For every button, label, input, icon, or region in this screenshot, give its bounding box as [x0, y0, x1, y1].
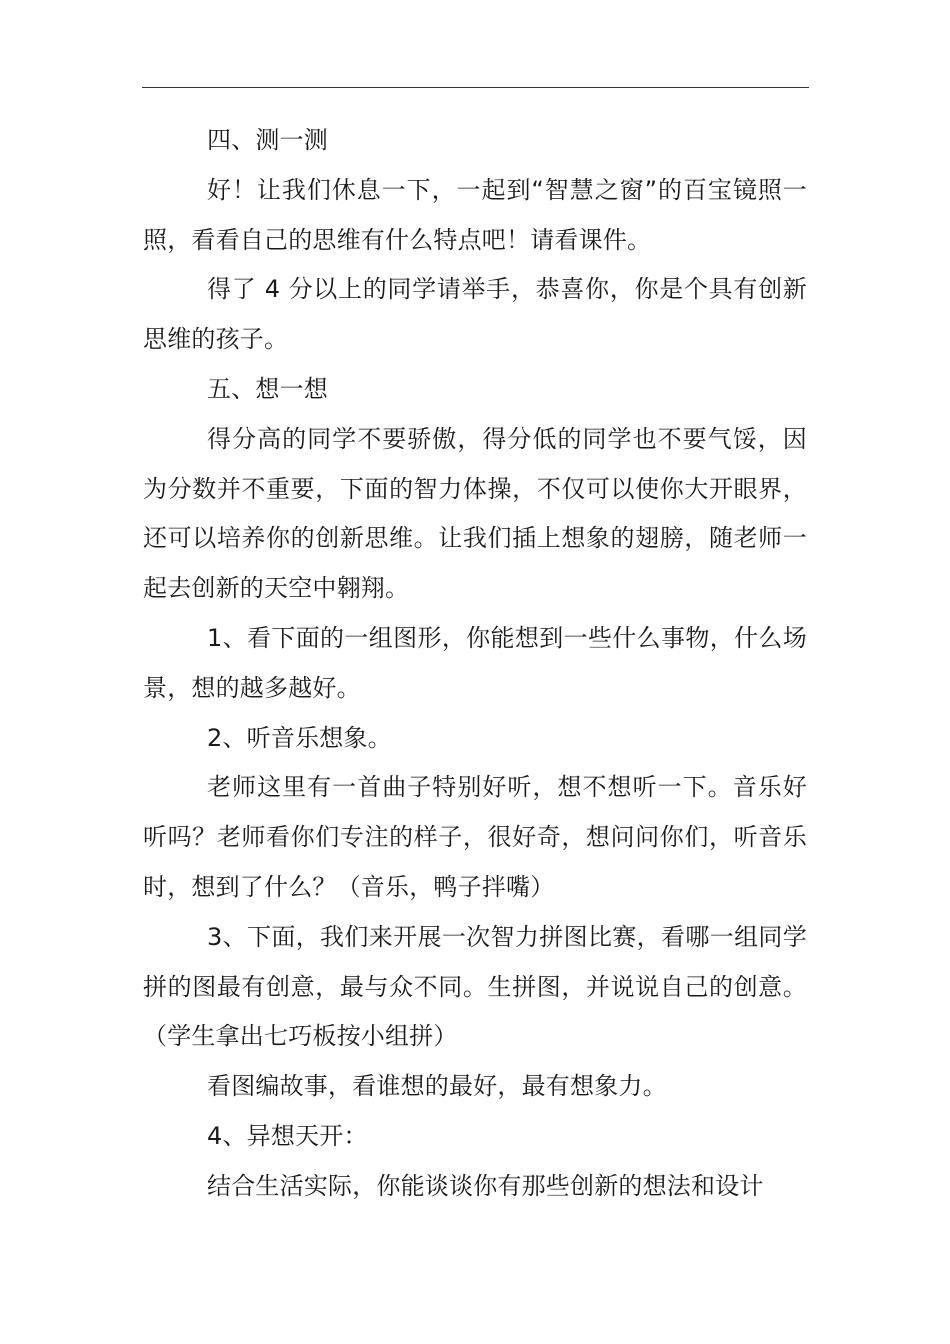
- header-rule: [142, 87, 809, 88]
- section-heading-think: 五、想一想: [207, 374, 328, 403]
- paragraph: 看图编故事，看谁想的最好，最有想象力。: [207, 1072, 667, 1101]
- paragraph: 得了 4 分以上的同学请举手，恭喜你，你是个具有创新思维的孩子。: [143, 275, 807, 354]
- paragraph: 结合生活实际，你能谈谈你有那些创新的想法和设计: [207, 1171, 764, 1200]
- list-item: 2、听音乐想象。: [207, 723, 392, 752]
- paragraph: 老师这里有一首曲子特别好听，想不想听一下。音乐好听吗？老师看你们专注的样子，很好奇，想问问你们，听音乐时，想到了什么？（音乐，鸭子拌嘴）: [143, 773, 807, 901]
- list-item: 1、看下面的一组图形，你能想到一些什么事物，什么场景，想的越多越好。: [143, 623, 807, 702]
- section-heading-test: 四、测一测: [207, 126, 328, 154]
- list-item: 4、异想天开：: [207, 1121, 368, 1150]
- document-body: [143, 116, 807, 1212]
- list-item: 3、下面，我们来开展一次智力拼图比赛，看哪一组同学拼的图最有创意，最与众不同。生拼图，并说说自己的创意。（学生拿出七巧板按小组拼）: [143, 922, 807, 1051]
- paragraph: 好！让我们休息一下，一起到“智慧之窗”的百宝镜照一照，看看自己的思维有什么特点吧！请看课件。: [143, 175, 807, 254]
- paragraph: 得分高的同学不要骄傲，得分低的同学也不要气馁，因为分数并不重要，下面的智力体操，不仅可以使你大开眼界，还可以培养你的创新思维。让我们插上想象的翅膀，随老师一起去创新的天空中翱翔。: [143, 424, 807, 603]
